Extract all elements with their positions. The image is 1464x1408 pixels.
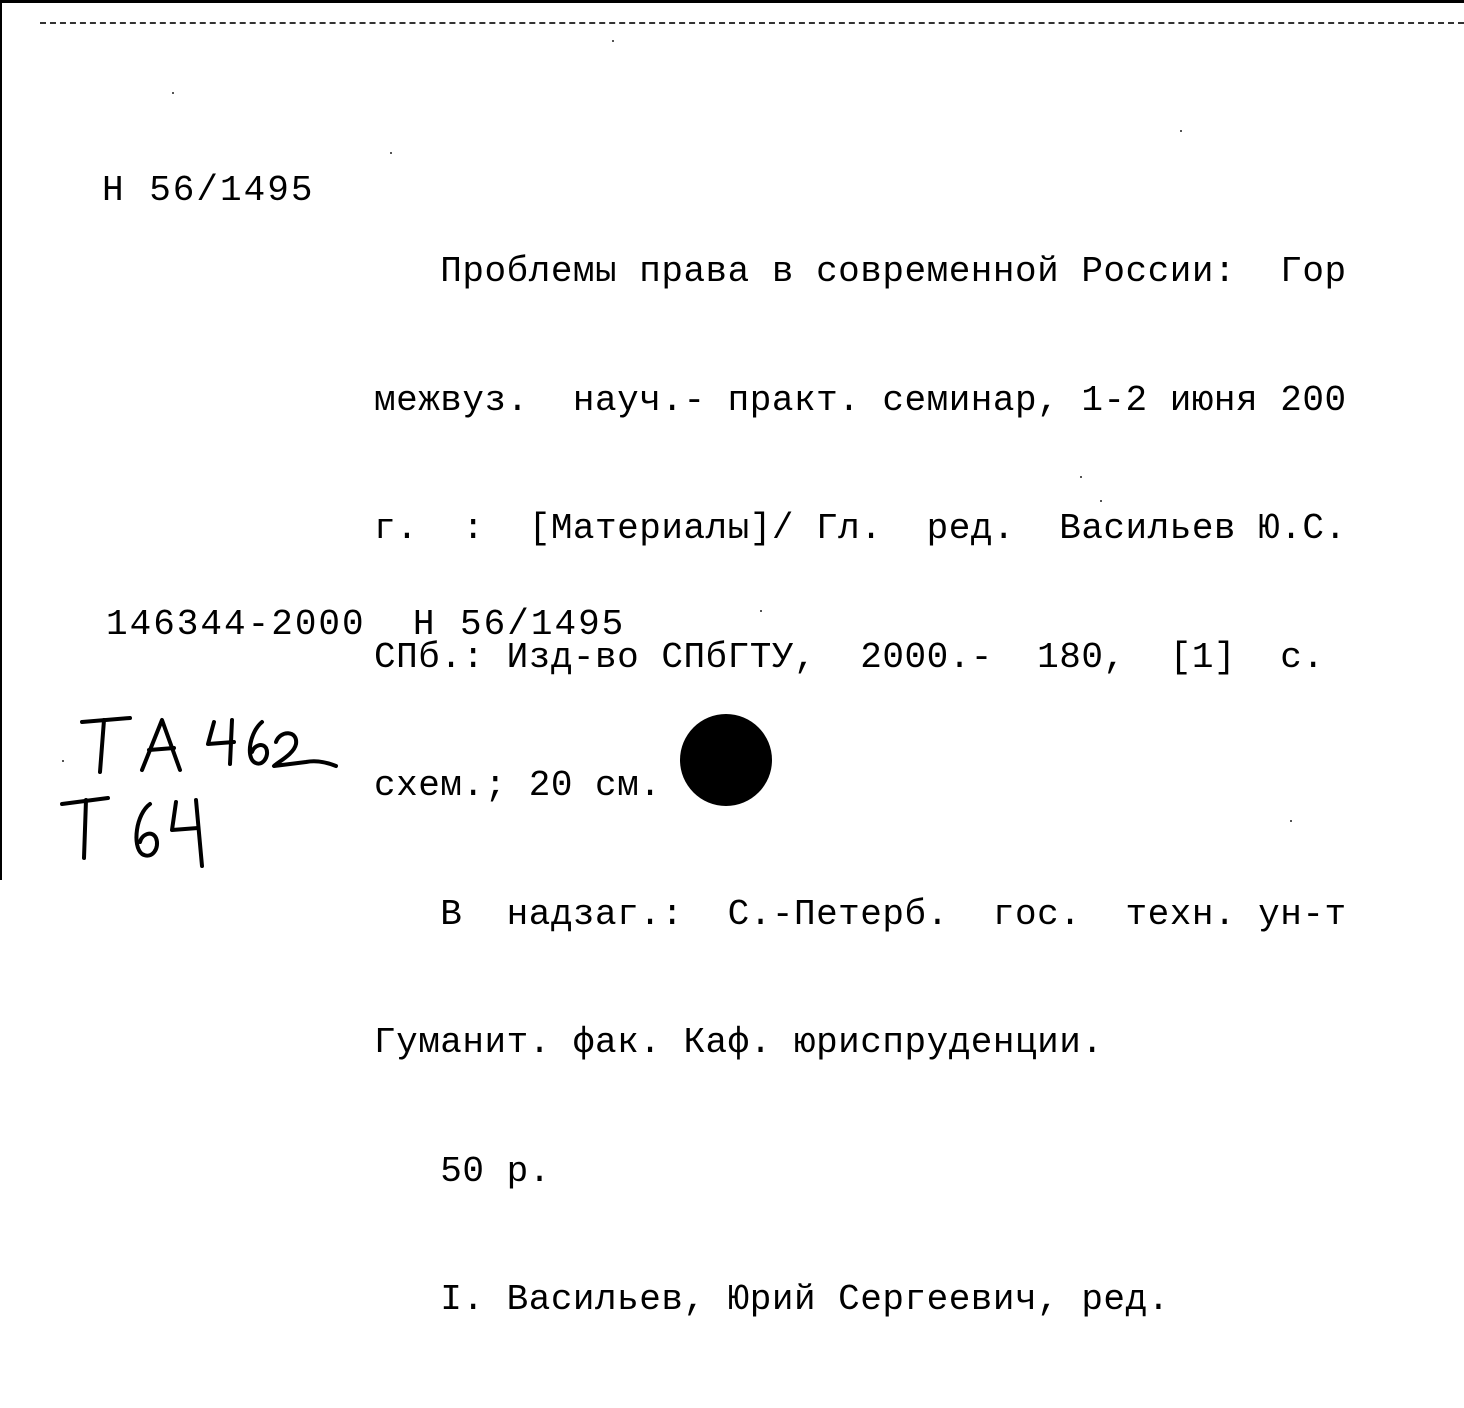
card-top-edge — [0, 0, 1464, 3]
top-dashed-rule — [40, 22, 1464, 24]
description-line: 50 р. — [374, 1150, 551, 1192]
description-line: Проблемы права в современной России: Гор — [374, 251, 1347, 292]
punched-dot-marker — [680, 714, 772, 806]
handwritten-line-2 — [62, 798, 202, 866]
scan-speck — [62, 760, 64, 762]
description-line: I. Васильев, Юрий Сергеевич, ред. — [374, 1279, 1170, 1320]
handwritten-line-1 — [82, 718, 336, 772]
scan-speck — [1100, 500, 1102, 502]
accession-number: 146344-2000 Н 56/1495 — [106, 604, 626, 645]
scan-speck — [1290, 820, 1292, 822]
description-line: схем.; 20 см. — [374, 765, 662, 806]
description-line: СПб.: Изд-во СПбГТУ, 2000.- 180, [1] с. — [374, 636, 1325, 678]
description-line: Гуманит. фак. Каф. юриспруденции. — [374, 1022, 1104, 1063]
shelfmark: Н 56/1495 — [102, 170, 315, 211]
scan-speck — [1080, 476, 1082, 478]
handwritten-notes — [60, 700, 380, 870]
scan-speck — [390, 152, 392, 154]
scan-speck — [1180, 130, 1182, 132]
description-line: межвуз. науч.- практ. семинар, 1-2 июня 200 — [374, 379, 1347, 421]
card-left-edge — [0, 0, 2, 880]
bibliographic-description — [374, 167, 1347, 1408]
description-line: В надзаг.: С.-Петерб. гос. техн. ун-т — [374, 893, 1347, 935]
scan-speck — [760, 610, 762, 612]
scan-speck — [172, 92, 174, 94]
description-line: г. : [Материалы]/ Гл. ред. Васильев Ю.С. — [374, 508, 1347, 549]
scan-speck — [612, 40, 614, 42]
